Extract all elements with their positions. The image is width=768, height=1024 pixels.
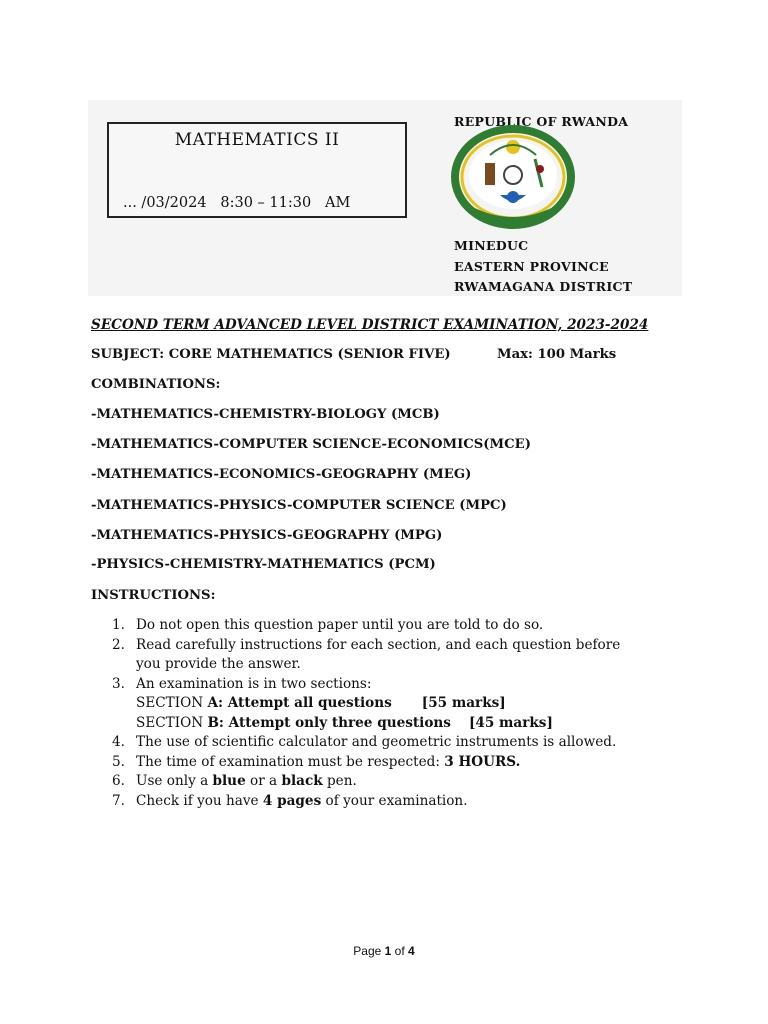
subject-line <box>91 347 451 362</box>
exam-date-time: ... /03/2024 8:30 – 11:30 AM <box>123 195 351 211</box>
ministry-label: MINEDUC <box>454 238 529 253</box>
section-b: SECTION B: Attempt only three questions [45 marks] <box>136 714 553 731</box>
instruction-item: 5. The time of examination must be respected: 3 HOURS. <box>112 753 521 770</box>
instruction-item: 1. Do not open this question paper until you are told to do so. <box>112 617 544 633</box>
combinations-label: COMBINATIONS: <box>91 377 221 392</box>
subject-box-title: MATHEMATICS II <box>174 130 340 150</box>
combination-item: -MATHEMATICS-PHYSICS-GEOGRAPHY (MPG) <box>91 528 443 543</box>
instructions-label: INSTRUCTIONS: <box>91 588 216 603</box>
district-label: RWAMAGANA DISTRICT <box>454 279 633 294</box>
instruction-item: 3. An examination is in two sections: SECTION A: Attempt all questions [55 marks] SECTION B: Attempt only three questions [45 marks] <box>112 675 672 734</box>
instructions-list <box>112 616 672 811</box>
page-footer: Page 1 of 4 <box>353 944 415 958</box>
max-marks: Max: 100 Marks <box>497 347 617 362</box>
instruction-item: 6. Use only a blue or a black pen. <box>112 773 357 789</box>
combination-item: -MATHEMATICS-CHEMISTRY-BIOLOGY (MCB) <box>91 407 440 422</box>
combination-item: -PHYSICS-CHEMISTRY-MATHEMATICS (PCM) <box>91 557 436 572</box>
combination-item: -MATHEMATICS-COMPUTER SCIENCE-ECONOMICS(MCE) <box>91 437 531 452</box>
combination-item: -MATHEMATICS-ECONOMICS-GEOGRAPHY (MEG) <box>91 467 472 482</box>
province-label: EASTERN PROVINCE <box>454 259 609 274</box>
instruction-item: 7. Check if you have 4 pages of your examination. <box>112 792 468 809</box>
exam-title: SECOND TERM ADVANCED LEVEL DISTRICT EXAMINATION, 2023-2024 <box>91 317 649 333</box>
instruction-item: 2. Read carefully instructions for each section, and each question before you provide the answer. <box>112 636 621 672</box>
instruction-item: 4. The use of scientific calculator and geometric instruments is allowed. <box>112 734 617 750</box>
combination-item: -MATHEMATICS-PHYSICS-COMPUTER SCIENCE (MPC) <box>91 498 507 513</box>
rwanda-coat-of-arms-icon <box>450 125 576 233</box>
section-a: SECTION A: Attempt all questions [55 marks] <box>136 695 506 711</box>
subject-text: SUBJECT: CORE MATHEMATICS (SENIOR FIVE) <box>91 347 451 362</box>
republic-label: REPUBLIC OF RWANDA <box>454 114 629 129</box>
subject-box <box>107 122 407 218</box>
